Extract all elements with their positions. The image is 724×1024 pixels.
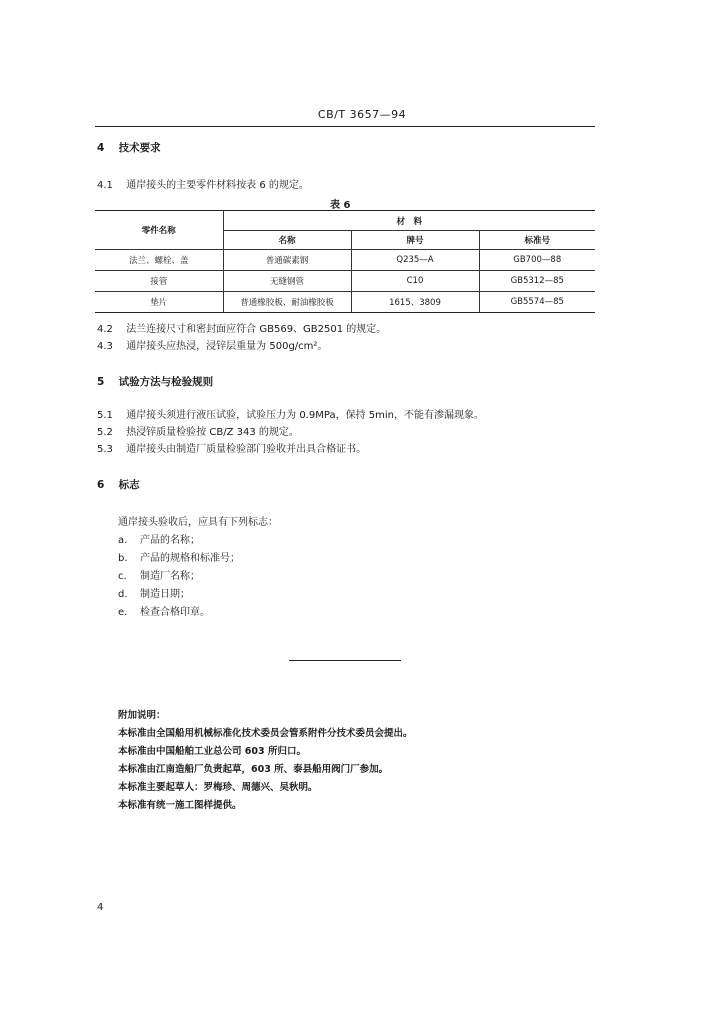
clause-5-2-number: 5.2 bbox=[97, 427, 113, 438]
list-item bbox=[118, 585, 190, 600]
list-item bbox=[118, 603, 210, 618]
cell-part: 接管 bbox=[95, 271, 223, 292]
cell-part: 垫片 bbox=[95, 292, 223, 313]
clause-4-2-number: 4.2 bbox=[97, 324, 113, 335]
cell-grade: C10 bbox=[351, 271, 479, 292]
list-item bbox=[118, 531, 200, 546]
header-standard-number: 标准号 bbox=[479, 231, 595, 250]
clause-5-1 bbox=[97, 406, 484, 421]
section-4-number: 4 bbox=[97, 142, 105, 154]
list-item bbox=[118, 549, 240, 564]
list-item-label: c. bbox=[118, 571, 127, 582]
cell-standard: GB5312—85 bbox=[479, 271, 595, 292]
table-caption: 表 6 bbox=[330, 200, 351, 211]
clause-5-2 bbox=[97, 423, 299, 438]
clause-4-3-text: 通岸接头应热浸，浸锌层重量为 500g/cm²。 bbox=[126, 341, 328, 352]
cell-grade: 1615、3809 bbox=[351, 292, 479, 313]
page-number: 4 bbox=[97, 902, 104, 913]
list-item-label: e. bbox=[118, 607, 128, 618]
clause-5-1-number: 5.1 bbox=[97, 410, 113, 421]
header-material-name: 名称 bbox=[223, 231, 351, 250]
header-material-group: 材 料 bbox=[223, 211, 595, 231]
cell-name: 普通橡胶板、耐油橡胶板 bbox=[223, 292, 351, 313]
additional-note-line: 本标准由江南造船厂负责起草，603 所、泰县船用阀门厂参加。 bbox=[118, 764, 389, 775]
additional-note-line: 本标准有统一施工图样提供。 bbox=[118, 800, 242, 811]
clause-5-2-text: 热浸锌质量检验按 CB/Z 343 的规定。 bbox=[126, 427, 299, 438]
list-item-text: 检查合格印章。 bbox=[140, 607, 210, 618]
section-4-title: 技术要求 bbox=[118, 142, 161, 154]
clause-5-1-text: 通岸接头须进行液压试验，试验压力为 0.9MPa，保持 5min，不能有渗漏现象。 bbox=[126, 410, 485, 421]
list-item-text: 产品的规格和标准号； bbox=[140, 553, 240, 564]
table-row bbox=[95, 292, 595, 313]
list-item-text: 制造日期； bbox=[140, 589, 190, 600]
section-5-heading bbox=[97, 374, 213, 389]
section-6-title: 标志 bbox=[118, 479, 140, 491]
section-6-number: 6 bbox=[97, 479, 105, 491]
clause-5-3-number: 5.3 bbox=[97, 444, 113, 455]
clause-5-3 bbox=[97, 440, 366, 455]
additional-note-line: 本标准由中国船舶工业总公司 603 所归口。 bbox=[118, 746, 306, 757]
clause-4-3-number: 4.3 bbox=[97, 341, 113, 352]
header-part-name: 零件名称 bbox=[95, 211, 223, 250]
end-of-text-rule bbox=[289, 660, 401, 661]
clause-4-3 bbox=[97, 337, 327, 352]
header-material-grade: 牌号 bbox=[351, 231, 479, 250]
list-item-label: d. bbox=[118, 589, 128, 600]
list-item-text: 产品的名称； bbox=[140, 535, 200, 546]
additional-note-line: 本标准由全国船用机械标准化技术委员会管系附件分技术委员会提出。 bbox=[118, 728, 413, 739]
marking-intro: 通岸接头验收后，应具有下列标志： bbox=[118, 517, 278, 528]
additional-note-line: 本标准主要起草人：罗梅珍、周德兴、吴秋明。 bbox=[118, 782, 318, 793]
table-row bbox=[95, 271, 595, 292]
clause-4-1-text: 通岸接头的主要零件材料按表 6 的规定。 bbox=[126, 180, 309, 191]
clause-4-2-text: 法兰连接尺寸和密封面应符合 GB569、GB2501 的规定。 bbox=[126, 324, 387, 335]
materials-table bbox=[95, 210, 595, 313]
list-item-label: a. bbox=[118, 535, 128, 546]
clause-5-3-text: 通岸接头由制造厂质量检验部门验收并出具合格证书。 bbox=[126, 444, 367, 455]
clause-4-1-number: 4.1 bbox=[97, 180, 113, 191]
cell-name: 普通碳素钢 bbox=[223, 250, 351, 271]
additional-notes-heading: 附加说明： bbox=[118, 710, 166, 721]
cell-part: 法兰、螺栓、盖 bbox=[95, 250, 223, 271]
list-item-label: b. bbox=[118, 553, 128, 564]
list-item bbox=[118, 567, 200, 582]
cell-standard: GB5574—85 bbox=[479, 292, 595, 313]
header-rule bbox=[95, 126, 595, 127]
table-row bbox=[95, 250, 595, 271]
clause-4-2 bbox=[97, 320, 386, 335]
clause-4-1 bbox=[97, 176, 309, 191]
list-item-text: 制造厂名称； bbox=[140, 571, 200, 582]
section-4-heading bbox=[97, 140, 161, 155]
section-5-number: 5 bbox=[97, 376, 105, 388]
cell-standard: GB700—88 bbox=[479, 250, 595, 271]
section-5-title: 试验方法与检验规则 bbox=[118, 376, 214, 388]
cell-name: 无缝钢管 bbox=[223, 271, 351, 292]
document-code-header: CB/T 3657—94 bbox=[317, 108, 407, 121]
section-6-heading bbox=[97, 477, 140, 492]
cell-grade: Q235—A bbox=[351, 250, 479, 271]
